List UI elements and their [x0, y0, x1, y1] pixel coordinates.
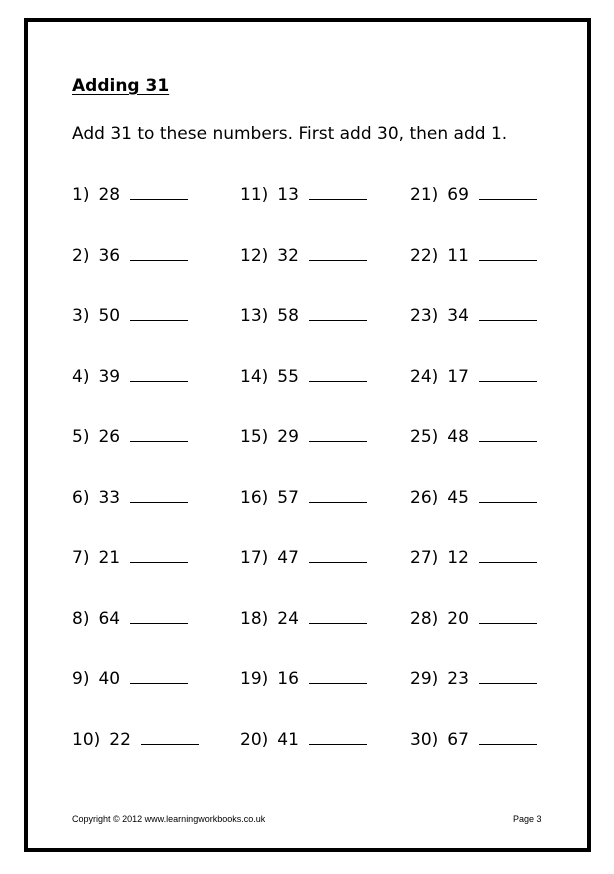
copyright-notice: Copyright © 2012 www.learningworkbooks.co.uk [72, 814, 266, 824]
problem-number: 11) [240, 185, 269, 205]
problem-item [72, 426, 188, 448]
answer-blank[interactable] [130, 487, 188, 503]
worksheet-title: Adding 31 [72, 76, 170, 96]
problem-value: 45 [447, 488, 469, 508]
problem-value: 64 [98, 609, 121, 629]
problem-number: 24) [410, 367, 439, 387]
answer-blank[interactable] [479, 487, 537, 503]
problem-value: 23 [447, 669, 469, 689]
problem-number: 18) [240, 609, 269, 629]
problem-item [72, 729, 199, 751]
problem-value: 24 [277, 609, 299, 629]
answer-blank[interactable] [479, 245, 537, 261]
problem-item [72, 668, 188, 690]
problem-number: 7) [72, 548, 90, 568]
answer-blank[interactable] [130, 245, 188, 261]
worksheet-instruction: Add 31 to these numbers. First add 30, then add 1. [72, 124, 508, 144]
problem-value: 22 [109, 730, 131, 750]
problem-number: 25) [410, 427, 439, 447]
problem-number: 16) [240, 488, 269, 508]
answer-blank[interactable] [141, 729, 199, 745]
problem-value: 34 [447, 306, 469, 326]
answer-blank[interactable] [479, 668, 537, 684]
problem-number: 26) [410, 488, 439, 508]
problem-value: 17 [447, 367, 469, 387]
problem-item [72, 366, 188, 388]
problem-value: 12 [447, 548, 469, 568]
problem-number: 17) [240, 548, 269, 568]
problem-item [410, 729, 537, 751]
problem-value: 32 [277, 246, 299, 266]
problem-item [72, 305, 188, 327]
problem-item [240, 305, 367, 327]
problem-value: 69 [447, 185, 469, 205]
problem-value: 26 [98, 427, 121, 447]
problem-item [410, 547, 537, 569]
problem-value: 28 [98, 185, 121, 205]
answer-blank[interactable] [479, 547, 537, 563]
problem-value: 11 [447, 246, 469, 266]
answer-blank[interactable] [130, 305, 188, 321]
problem-value: 50 [98, 306, 121, 326]
problem-value: 39 [98, 367, 121, 387]
problem-item [240, 729, 367, 751]
answer-blank[interactable] [309, 184, 367, 200]
answer-blank[interactable] [130, 366, 188, 382]
problem-item [72, 245, 188, 267]
problem-value: 47 [277, 548, 299, 568]
problem-item [240, 245, 367, 267]
problem-number: 10) [72, 730, 101, 750]
problem-value: 33 [98, 488, 121, 508]
problem-item [410, 366, 537, 388]
problem-number: 14) [240, 367, 269, 387]
problem-value: 67 [447, 730, 469, 750]
problem-value: 13 [277, 185, 299, 205]
problem-value: 20 [447, 609, 469, 629]
problem-number: 6) [72, 488, 90, 508]
answer-blank[interactable] [309, 729, 367, 745]
problem-number: 27) [410, 548, 439, 568]
answer-blank[interactable] [309, 245, 367, 261]
problem-item [72, 184, 188, 206]
problem-item [240, 668, 367, 690]
problem-number: 9) [72, 669, 90, 689]
problem-value: 36 [98, 246, 121, 266]
answer-blank[interactable] [479, 729, 537, 745]
problem-value: 21 [98, 548, 121, 568]
problem-number: 5) [72, 427, 90, 447]
answer-blank[interactable] [309, 608, 367, 624]
problem-item [240, 184, 367, 206]
answer-blank[interactable] [479, 426, 537, 442]
problem-number: 22) [410, 246, 439, 266]
problem-number: 8) [72, 609, 90, 629]
problem-item [240, 426, 367, 448]
problem-number: 12) [240, 246, 269, 266]
problem-item [410, 305, 537, 327]
answer-blank[interactable] [479, 608, 537, 624]
answer-blank[interactable] [309, 487, 367, 503]
answer-blank[interactable] [130, 668, 188, 684]
problem-value: 58 [277, 306, 299, 326]
answer-blank[interactable] [309, 366, 367, 382]
problem-item [410, 184, 537, 206]
answer-blank[interactable] [130, 184, 188, 200]
problem-number: 15) [240, 427, 269, 447]
problem-value: 41 [277, 730, 299, 750]
problem-value: 29 [277, 427, 299, 447]
problem-number: 19) [240, 669, 269, 689]
problem-number: 2) [72, 246, 90, 266]
answer-blank[interactable] [479, 366, 537, 382]
answer-blank[interactable] [309, 668, 367, 684]
answer-blank[interactable] [309, 547, 367, 563]
page-number: Page 3 [513, 814, 542, 824]
problem-item [240, 608, 367, 630]
problem-number: 13) [240, 306, 269, 326]
problem-item [410, 608, 537, 630]
problem-value: 55 [277, 367, 299, 387]
problem-item [240, 547, 367, 569]
problem-value: 40 [98, 669, 121, 689]
answer-blank[interactable] [130, 547, 188, 563]
problem-number: 4) [72, 367, 90, 387]
problem-item [410, 487, 537, 509]
problem-value: 48 [447, 427, 469, 447]
problem-number: 29) [410, 669, 439, 689]
answer-blank[interactable] [479, 184, 537, 200]
problem-item [410, 245, 537, 267]
answer-blank[interactable] [479, 305, 537, 321]
answer-blank[interactable] [130, 608, 188, 624]
problem-item [240, 487, 367, 509]
problem-item [240, 366, 367, 388]
answer-blank[interactable] [309, 426, 367, 442]
problem-item [72, 487, 188, 509]
answer-blank[interactable] [130, 426, 188, 442]
problem-item [72, 547, 188, 569]
answer-blank[interactable] [309, 305, 367, 321]
problem-number: 30) [410, 730, 439, 750]
problem-number: 23) [410, 306, 439, 326]
problem-item [410, 426, 537, 448]
problem-number: 21) [410, 185, 439, 205]
problem-number: 28) [410, 609, 439, 629]
problem-number: 20) [240, 730, 269, 750]
problem-value: 57 [277, 488, 299, 508]
problem-item [72, 608, 188, 630]
problem-number: 3) [72, 306, 90, 326]
problem-item [410, 668, 537, 690]
problem-number: 1) [72, 185, 90, 205]
problem-value: 16 [277, 669, 299, 689]
